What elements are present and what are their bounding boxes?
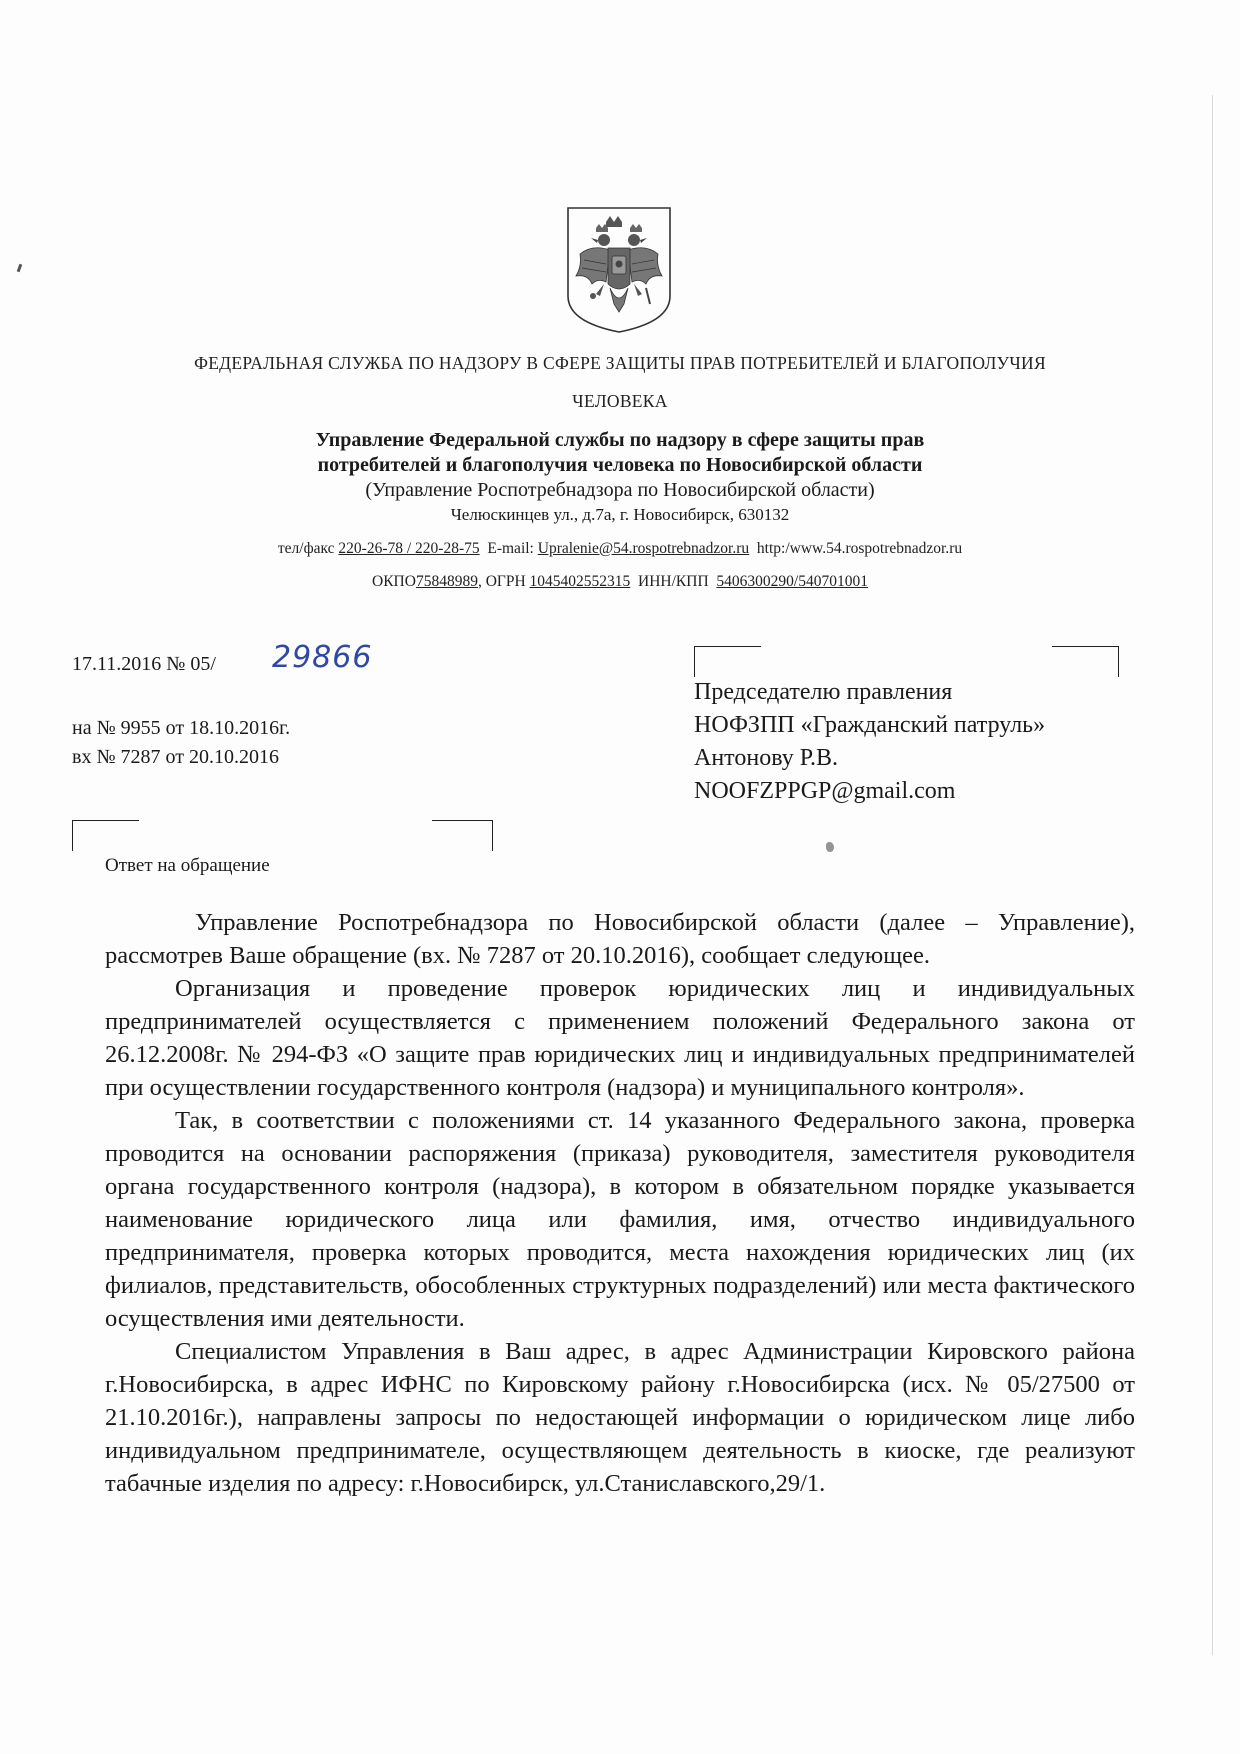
scan-edge-divider (1212, 95, 1213, 1655)
department-address: Челюскинцев ул., д.7а, г. Новосибирск, 630132 (450, 505, 790, 524)
website-link[interactable]: http:/www.54.rospotrebnadzor.ru (756, 540, 963, 557)
russian-coat-of-arms-icon (562, 204, 676, 336)
body-paragraph-1: Управление Роспотребнадзора по Новосибирской области (далее – Управление), рассмотрев Ваше обращение (вх. № 7287 от 20.10.2016), сообщает следующее. (105, 909, 1135, 969)
scan-speck (826, 842, 834, 852)
scan-mark (17, 264, 23, 273)
recipient-organization: НОФЗПП «Гражданский патруль» (694, 712, 1046, 738)
recipient-corner-right (1052, 646, 1119, 677)
okpo-value: 75848989 (415, 573, 478, 590)
contact-line (0, 540, 1240, 558)
recipient-block (694, 676, 1045, 808)
handwritten-outgoing-number: 29866 (272, 640, 373, 675)
letter-body (105, 906, 1135, 1500)
ogrn-label: ОГРН (485, 573, 526, 590)
agency-name-line2: ЧЕЛОВЕКА (572, 391, 668, 411)
phone-label: тел/факс (277, 540, 335, 557)
department-name-line2: потребителей и благополучия человека по Новосибирской области (317, 454, 923, 476)
reference-number-line: на № 9955 от 18.10.2016г. (72, 717, 291, 739)
recipient-corner-left (694, 646, 761, 677)
department-name-line1: Управление Федеральной службы по надзору в сфере защиты прав (315, 429, 925, 451)
recipient-name: Антонову Р.В. (694, 745, 839, 771)
recipient-email[interactable]: NOOFZPPGP@gmail.com (694, 778, 956, 804)
subject-line: Ответ на обращение (105, 855, 270, 876)
email-link[interactable]: Upralenie@54.rospotrebnadzor.ru (537, 540, 750, 557)
body-paragraph-4: Специалистом Управления в Ваш адрес, в адрес Администрации Кировского района г.Новосибирска, в адрес ИФНС по Кировскому району г.Новосибирска (исх. № 05/27500 от 21.10.2016г.), направлены запросы по недостающей информации о юридическом лице либо индивидуальном предпринимателе, осуществляющем деятельность в киоске, где реализуют табачные изделия по адресу: г.Новосибирск, ул.Станиславского,29/1. (105, 1338, 1135, 1497)
recipient-title: Председателю правления (694, 679, 953, 705)
inn-value: 5406300290/540701001 (716, 573, 868, 590)
ogrn-value: 1045402552315 (529, 573, 631, 590)
department-short-name: (Управление Роспотребнадзора по Новосибирской области) (365, 479, 875, 501)
email-label: E-mail: (487, 540, 534, 557)
okpo-label: ОКПО (372, 573, 416, 590)
subject-corner-left (72, 820, 139, 851)
subject-corner-right (432, 820, 493, 851)
incoming-number-line: вх № 7287 от 20.10.2016 (72, 746, 280, 768)
inn-label: ИНН/КПП (638, 573, 709, 590)
body-paragraph-2: Организация и проведение проверок юридических лиц и индивидуальных предпринимателей осуществляется с применением положений Федерального закона от 26.12.2008г. № 294-ФЗ «О защите прав юридических лиц и индивидуальных предпринимателей при осуществлении государственного контроля (надзора) и муниципального контроля». (105, 975, 1135, 1101)
agency-name-line1: ФЕДЕРАЛЬНАЯ СЛУЖБА ПО НАДЗОРУ В СФЕРЕ ЗАЩИТЫ ПРАВ ПОТРЕБИТЕЛЕЙ И БЛАГОПОЛУЧИЯ (194, 353, 1046, 373)
outgoing-date-number: 17.11.2016 № 05/ (72, 653, 216, 675)
registration-codes-line: ОКПО75848989, ОГРН 1045402552315 ИНН/КПП 5406300290/540701001 (372, 573, 868, 590)
phone-number: 220-26-78 / 220-28-75 (338, 540, 480, 557)
body-paragraph-3: Так, в соответствии с положениями ст. 14 указанного Федерального закона, проверка проводится на основании распоряжения (приказа) руководителя, заместителя руководителя органа государственного контроля (надзора), в котором в обязательном порядке указывается наименование юридического лица или фамилия, имя, отчество индивидуального предпринимателя, проверка которых проводится, места нахождения юридических лиц (их филиалов, представительств, обособленных структурных подразделений) или места фактического осуществления ими деятельности. (105, 1107, 1135, 1332)
